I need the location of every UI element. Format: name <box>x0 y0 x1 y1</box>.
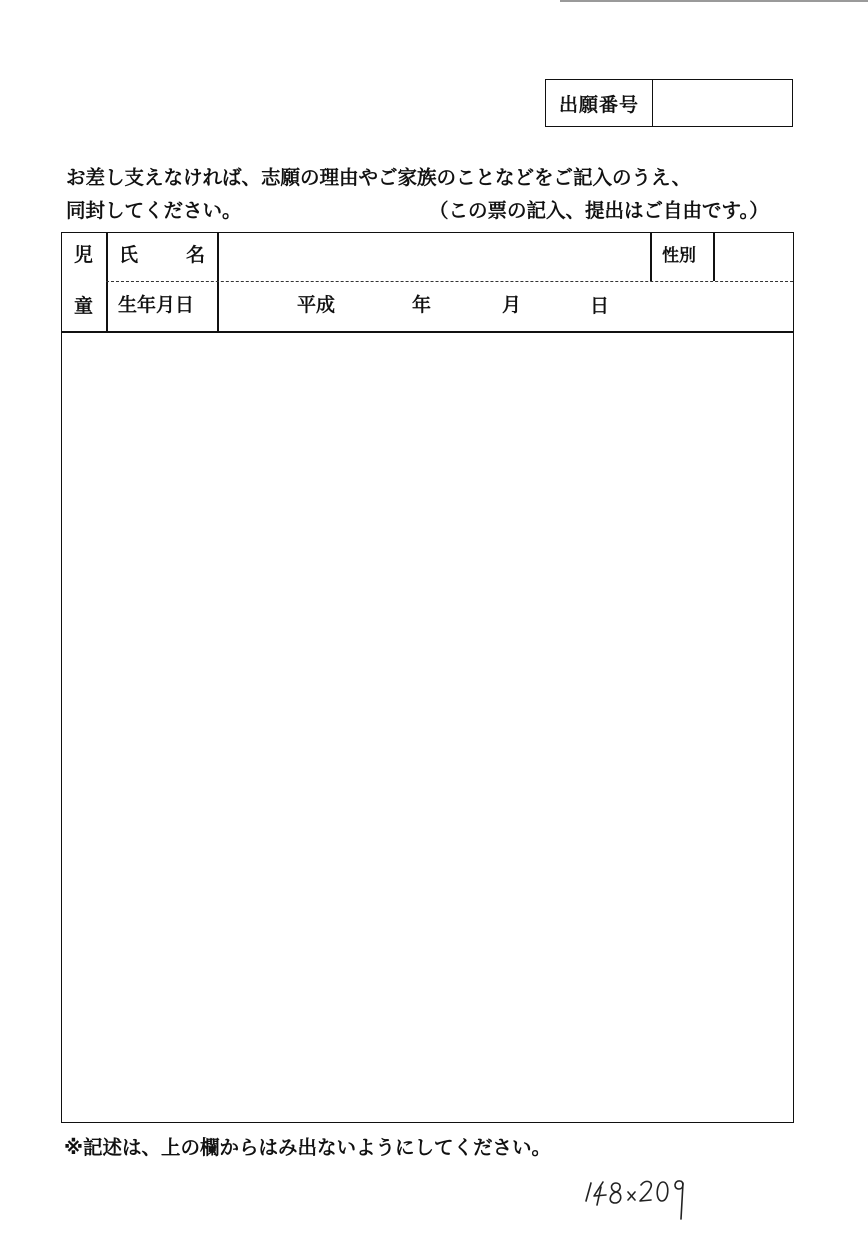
name-label-part-2: 名 <box>186 244 206 266</box>
gender-left-divider <box>650 233 652 281</box>
intro-line-1: お差し支えなければ、志願の理由やご家族のことなどをご記入のうえ、 <box>66 166 692 189</box>
gender-right-divider <box>713 233 715 281</box>
name-field[interactable] <box>227 246 642 272</box>
header-bottom-divider <box>62 331 793 333</box>
gender-field[interactable] <box>722 246 786 272</box>
era-label: 平成 <box>297 294 336 316</box>
form-frame <box>61 232 794 1123</box>
free-text-area[interactable] <box>64 335 791 1119</box>
month-unit: 月 <box>502 294 522 316</box>
day-unit: 日 <box>590 295 610 317</box>
gender-label: 性別 <box>662 246 696 266</box>
intro-line-2: 同封してください。 <box>66 199 242 222</box>
birthdate-label: 生年月日 <box>118 294 195 316</box>
child-label-top: 児 <box>74 244 94 266</box>
label-column-divider <box>217 233 219 331</box>
scan-top-edge <box>560 0 868 2</box>
application-number-label: 出願番号 <box>546 80 653 126</box>
name-label-part-1: 氏 <box>119 244 139 266</box>
handwritten-size-note <box>583 1175 703 1225</box>
application-number-box <box>545 79 793 127</box>
intro-note: （この票の記入、提出はご自由です。） <box>429 199 769 222</box>
row-dashed-divider <box>106 281 793 282</box>
child-column-divider <box>106 233 108 331</box>
year-unit: 年 <box>412 294 432 316</box>
application-number-field[interactable] <box>653 80 792 126</box>
footer-notice: ※記述は、上の欄からはみ出ないようにしてください。 <box>64 1136 551 1159</box>
child-label-bottom: 童 <box>74 295 94 317</box>
